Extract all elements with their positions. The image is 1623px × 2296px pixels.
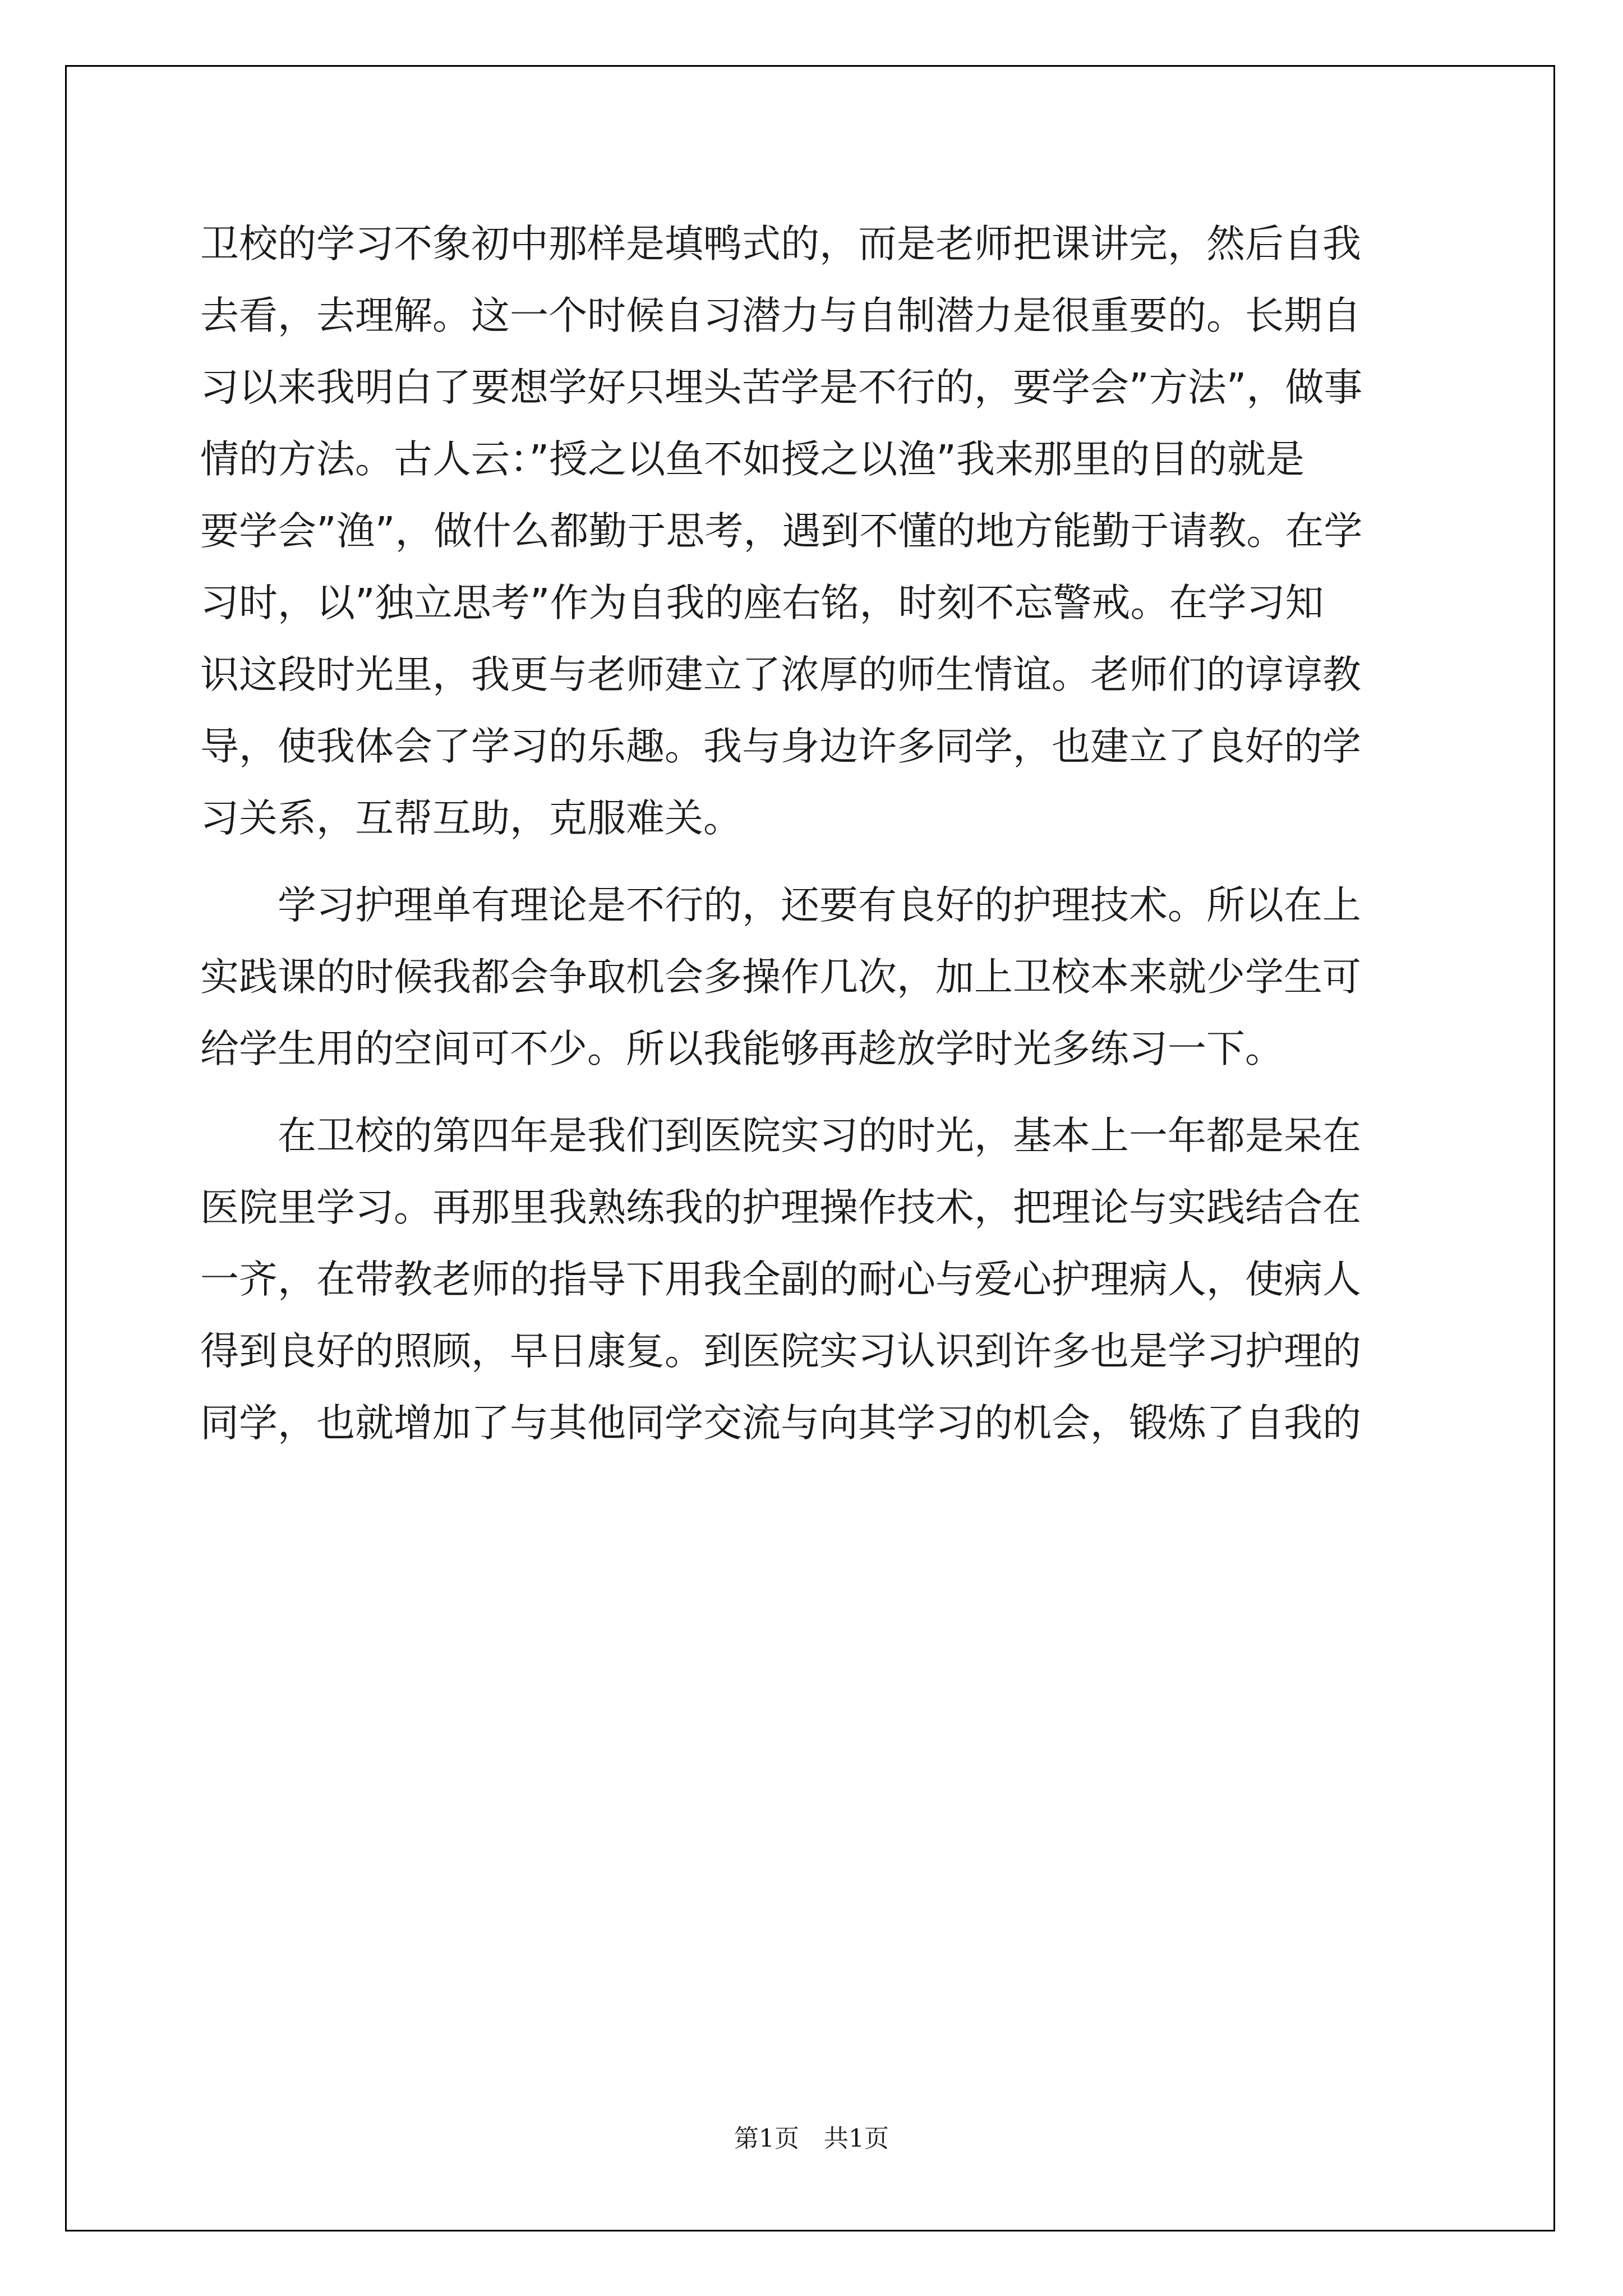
text-line: 习时，以”独立思考”作为自我的座右铭，时刻不忘警戒。在学习知 bbox=[200, 581, 1324, 625]
text-line: 学习护理单有理论是不行的，还要有良好的护理技术。所以在上 bbox=[278, 883, 1361, 928]
text-line: 在卫校的第四年是我们到医院实习的时光，基本上一年都是呆在 bbox=[278, 1114, 1361, 1158]
text-line: 实践课的时候我都会争取机会多操作几次，加上卫校本来就少学生可 bbox=[200, 955, 1361, 1000]
text-line: 习以来我明白了要想学好只埋头苦学是不行的，要学会”方法”，做事 bbox=[200, 365, 1363, 410]
text-line: 给学生用的空间可不少。所以我能够再趁放学时光多练习一下。 bbox=[200, 1027, 1284, 1071]
text-line: 卫校的学习不象初中那样是填鸭式的，而是老师把课讲完，然后自我 bbox=[200, 222, 1361, 266]
text-line: 同学，也就增加了与其他同学交流与向其学习的机会，锻炼了自我的 bbox=[200, 1401, 1361, 1446]
text-line: 一齐，在带教老师的指导下用我全副的耐心与爱心护理病人，使病人 bbox=[200, 1257, 1361, 1302]
paragraph-1 bbox=[200, 208, 1434, 854]
text-line: 去看，去理解。这一个时候自习潜力与自制潜力是很重要的。长期自 bbox=[200, 293, 1361, 338]
text-line: 医院里学习。再那里我熟练我的护理操作技术，把理论与实践结合在 bbox=[200, 1185, 1361, 1230]
text-line: 情的方法。古人云：”授之以鱼不如授之以渔”我来那里的目的就是 bbox=[200, 437, 1304, 482]
paragraph-2 bbox=[200, 869, 1434, 1085]
paragraph-3 bbox=[200, 1100, 1434, 1459]
page-number-footer: 第1页 共1页 bbox=[734, 2124, 889, 2153]
text-line: 要学会”渔”，做什么都勤于思考，遇到不懂的地方能勤于请教。在学 bbox=[200, 509, 1363, 554]
text-line: 识这段时光里，我更与老师建立了浓厚的师生情谊。老师们的谆谆教 bbox=[200, 652, 1361, 697]
document-body bbox=[200, 208, 1434, 1474]
text-line: 得到良好的照顾，早日康复。到医院实习认识到许多也是学习护理的 bbox=[200, 1329, 1361, 1374]
text-line: 习关系，互帮互助，克服难关。 bbox=[200, 796, 742, 841]
text-line: 导，使我体会了学习的乐趣。我与身边许多同学，也建立了良好的学 bbox=[200, 724, 1361, 769]
